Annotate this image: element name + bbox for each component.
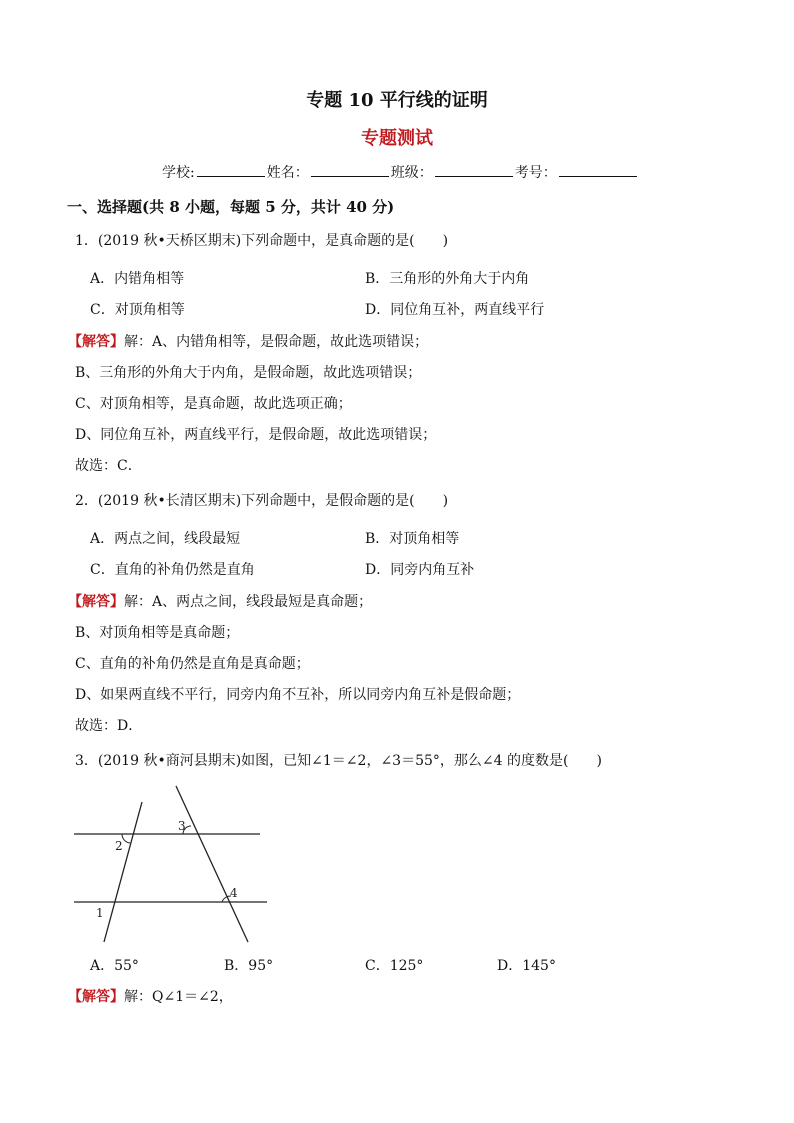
q1-answer-line-3: C、对顶角相等，是真命题，故此选项正确； [75,396,352,412]
student-info-row [162,162,639,182]
q2-answer-line-2: B、对顶角相等是真命题； [75,625,240,641]
q1-option-b: B．三角形的外角大于内角 [365,271,530,287]
answer-tag: 【解答】 [68,334,124,350]
name-blank [311,164,389,177]
q1-option-a: A．内错角相等 [90,271,185,287]
class-label: 班级： [390,165,433,181]
q1-option-d: D．同位角互补，两直线平行 [365,302,545,318]
q3-option-a: A．55° [90,958,139,974]
question-1-stem: 1．(2019 秋•天桥区期末)下列命题中，是真命题的是( ) [75,233,449,249]
q2-answer-line-5: 故选：D． [75,718,143,734]
q2-option-c: C．直角的补角仍然是直角 [90,562,255,578]
page-title: 专题 10 平行线的证明 [306,90,488,111]
school-blank [197,164,265,177]
q2-answer-text-1: 解：A、两点之间，线段最短是真命题； [124,594,373,610]
angle-2-arc [122,834,130,843]
angle-label-3: 3 [178,819,186,833]
q1-option-c: C．对顶角相等 [90,302,185,318]
q1-answer-line-2: B、三角形的外角大于内角，是假命题，故此选项错误； [75,365,422,381]
q2-option-b: B．对顶角相等 [365,531,460,547]
angle-label-2: 2 [115,839,123,853]
answer-tag: 【解答】 [68,989,124,1005]
q2-answer-line-4: D、如果两直线不平行，同旁内角不互补，所以同旁内角互补是假命题； [75,687,521,703]
question-3-stem: 3．(2019 秋•商河县期末)如图，已知∠1＝∠2，∠3＝55°，那么∠4 的度数是( ) [75,753,602,769]
name-label: 姓名： [266,165,309,181]
left-transversal [104,802,142,942]
section-heading: 一、选择题(共 8 小题，每题 5 分，共计 40 分) [67,198,395,216]
answer-tag: 【解答】 [68,594,124,610]
parallel-lines-figure [60,780,280,950]
page-subtitle: 专题测试 [361,128,433,149]
question-2-stem: 2．(2019 秋•长清区期末)下列命题中，是假命题的是( ) [75,493,449,509]
q3-answer-line-1 [68,986,233,1006]
q1-answer-line-5: 故选：C． [75,458,142,474]
class-blank [435,164,513,177]
angle-label-4: 4 [230,886,238,900]
q3-option-b: B．95° [224,958,274,974]
exam-no-label: 考号： [514,165,557,181]
q3-option-c: C．125° [365,958,424,974]
q2-answer-line-3: C、直角的补角仍然是直角是真命题； [75,656,310,672]
q2-option-a: A．两点之间，线段最短 [90,531,241,547]
q2-answer-line-1 [68,591,372,611]
q3-option-d: D．145° [497,958,556,974]
q1-answer-text-1: 解：A、内错角相等，是假命题，故此选项错误； [124,334,429,350]
angle-label-1: 1 [96,906,104,920]
q3-answer-text-1: 解：Q∠1＝∠2， [124,989,233,1005]
right-transversal [176,786,248,942]
q1-answer-line-1 [68,331,428,351]
school-label: 学校: [162,165,195,181]
q2-option-d: D．同旁内角互补 [365,562,475,578]
q1-answer-line-4: D、同位角互补，两直线平行，是假命题，故此选项错误； [75,427,437,443]
exam-no-blank [559,164,637,177]
